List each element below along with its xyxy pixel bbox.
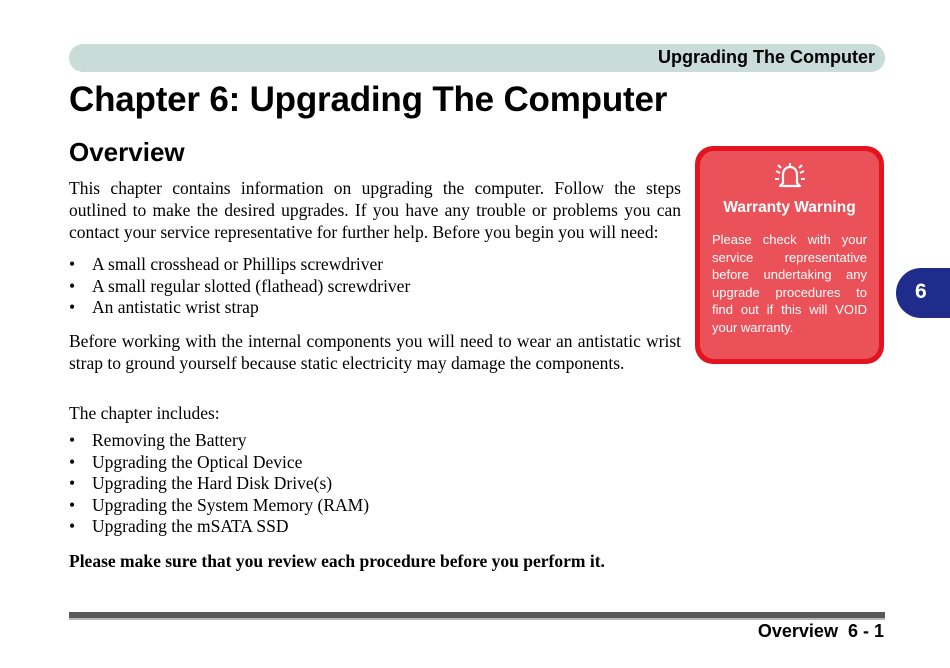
bullet-icon: • [69,494,76,515]
footer-divider-shadow [69,618,885,620]
alarm-bell-icon [700,161,879,196]
warning-heading: Warranty Warning [723,199,856,216]
tools-list [69,254,681,319]
warning-text: Please check with your service representative before undertaking any upgrade procedures to find out if this will VOID your warranty. [712,232,867,335]
includes-intro: The chapter includes: [69,403,220,423]
chapter-contents-list [69,430,681,538]
closing-note: Please make sure that you review each procedure before you perform it. [69,551,605,571]
list-item: • Upgrading the mSATA SSD [69,516,289,537]
intro-paragraph: This chapter contains information on upgrading the computer. Follow the steps outlined to make the desired upgrades. If you have any trouble or problems you can contact your service representative for further help. Before you begin you will need: [69,178,681,242]
bullet-icon: • [69,473,76,494]
chapter-tab [896,268,950,318]
list-item: • A small regular slotted (flathead) screwdriver [69,275,411,296]
bullet-icon: • [69,297,76,318]
running-header-title: Upgrading The Computer [658,47,875,67]
list-item: • Upgrading the System Memory (RAM) [69,494,370,515]
section-title: Overview [69,137,185,167]
list-item: • Upgrading the Hard Disk Drive(s) [69,473,333,494]
list-item: • Upgrading the Optical Device [69,451,303,472]
chapter-tab-label: 6 [915,280,927,303]
chapter-title: Chapter 6: Upgrading The Computer [69,80,668,119]
bullet-icon: • [69,451,76,472]
page-number: 6 - 1 [847,621,884,641]
bullet-icon: • [69,516,76,537]
warranty-warning-box [695,146,884,364]
list-item: • An antistatic wrist strap [69,297,259,318]
list-item: • Removing the Battery [69,430,247,450]
bullet-icon: • [69,254,76,274]
list-item: • A small crosshead or Phillips screwdriver [69,254,384,274]
page-footer [758,621,884,642]
static-paragraph: Before working with the internal components you will need to wear an antistatic wrist strap to ground yourself because static electricity may damage the components. [69,331,681,373]
bullet-icon: • [69,430,76,450]
running-header-bar [69,44,885,72]
footer-section: Overview [757,621,838,641]
bullet-icon: • [69,275,76,296]
warranty-warning-panel [700,151,879,359]
